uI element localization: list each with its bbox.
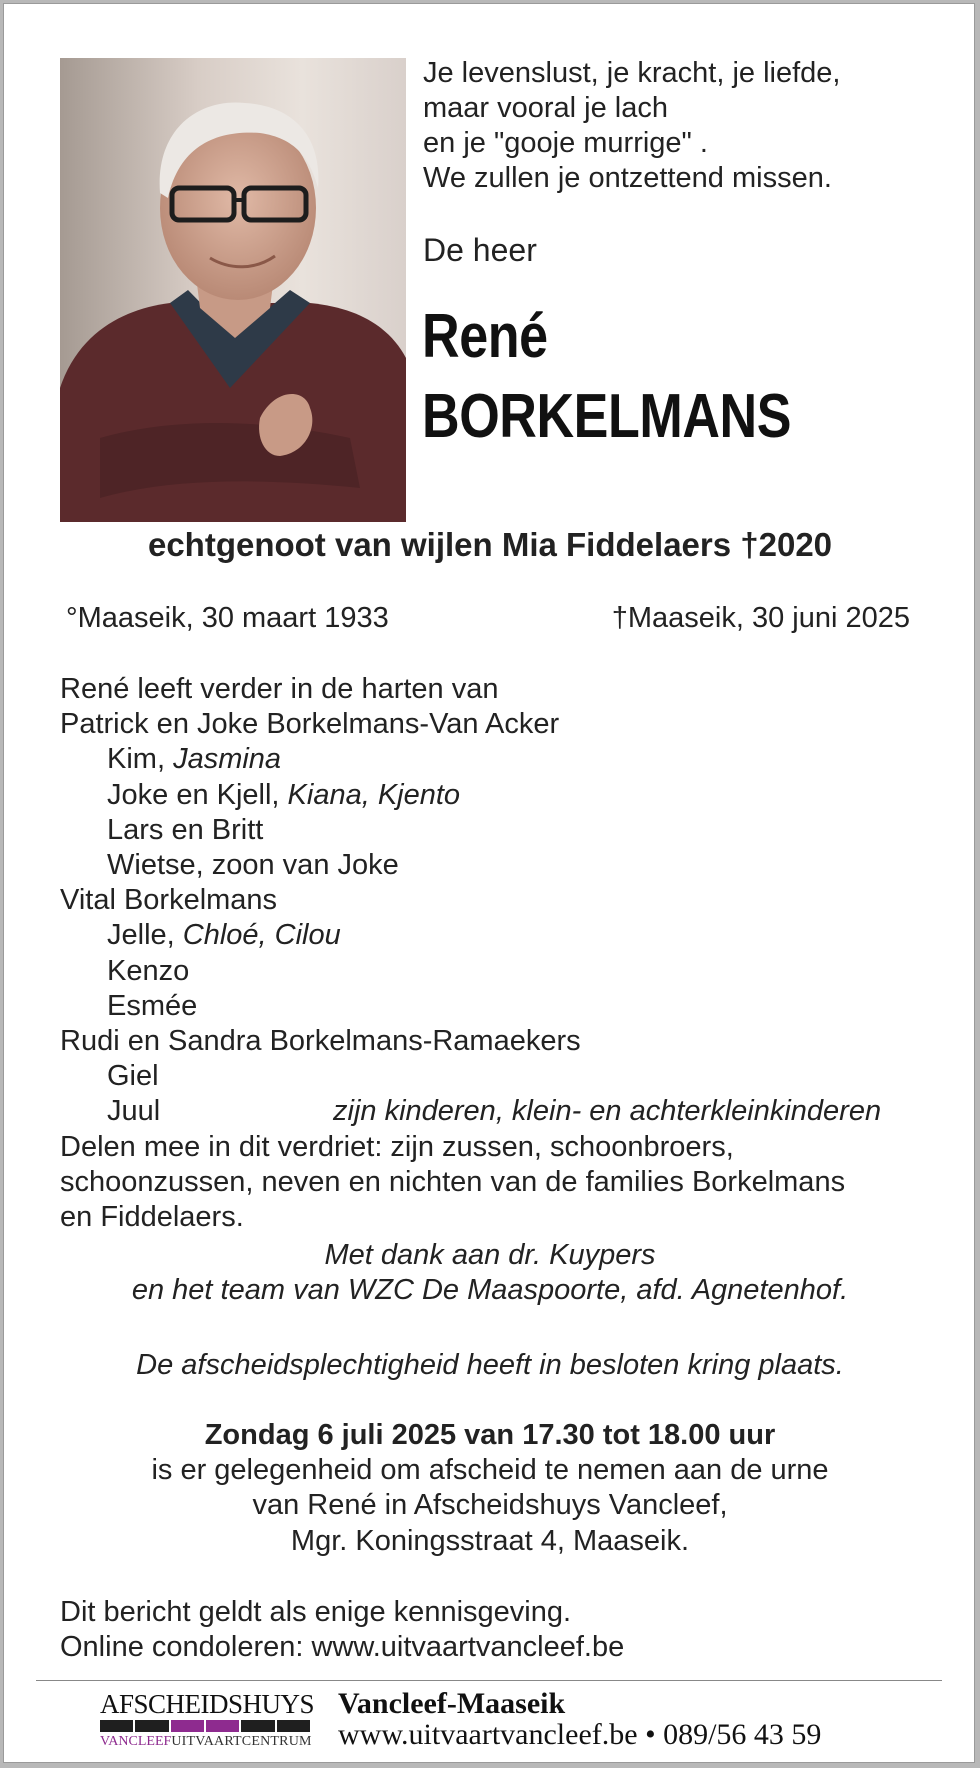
family-line — [60, 742, 845, 777]
family-line: Esmée — [107, 989, 198, 1022]
spouse-line: echtgenoot van wijlen Mia Fiddelaers †2020 — [147, 526, 833, 563]
obituary-card — [3, 3, 975, 1763]
viewing-info — [4, 1418, 975, 1559]
funeral-home-contact: www.uitvaartvancleef.be • 089/56 43 59 — [338, 1718, 822, 1751]
family-name: Joke en Kjell, — [107, 778, 288, 811]
family-child: Kiana, Kjento — [287, 778, 461, 811]
poem-line: We zullen je ontzettend missen. — [423, 162, 832, 194]
notice-line: Dit bericht geldt als enige kennisgeving. — [60, 1596, 572, 1628]
family-line: Vital Borkelmans — [60, 884, 278, 917]
last-name: BORKELMANS — [422, 382, 792, 451]
notice — [60, 1595, 624, 1665]
logo-subtitle — [100, 1734, 310, 1750]
family-name: Jelle, — [107, 919, 183, 952]
viewing-line: van René in Afscheidshuys Vancleef, — [252, 1489, 728, 1522]
logo-sub-left: VANCLEEF — [100, 1734, 172, 1749]
family-line — [60, 1094, 882, 1129]
family-line: Lars en Britt — [107, 813, 264, 846]
family-line: Kenzo — [107, 954, 190, 987]
notice-line: Online condoleren: www.uitvaartvancleef.be — [60, 1631, 625, 1664]
share-line: Delen mee in dit verdriet: zijn zussen, schoonbroers, — [60, 1130, 734, 1163]
family-child: Chloé, Cilou — [182, 919, 341, 952]
salutation: De heer — [423, 232, 537, 268]
viewing-line: Mgr. Koningsstraat 4, Maaseik. — [290, 1524, 690, 1557]
thanks-line: en het team van WZC De Maaspoorte, afd. Agnetenhof. — [131, 1274, 849, 1307]
viewing-date: Zondag 6 juli 2025 van 17.30 tot 18.00 uur — [204, 1419, 776, 1451]
family-name: Kim, — [107, 743, 174, 776]
funeral-home-name: Vancleef-Maaseik — [338, 1687, 566, 1720]
birth-info: °Maaseik, 30 maart 1933 — [66, 602, 389, 634]
family-list — [60, 672, 882, 1235]
family-line: Patrick en Joke Borkelmans-Van Acker — [60, 708, 560, 741]
death-info: †Maaseik, 30 juni 2025 — [611, 602, 910, 634]
logo-bar — [100, 1720, 310, 1732]
poem-line: en je "gooje murrige" . — [423, 127, 708, 159]
funeral-home-logo — [100, 1689, 315, 1750]
family-name: Juul — [107, 1095, 161, 1128]
logo-sub-right: UITVAARTCENTRUM — [171, 1734, 312, 1749]
share-line: schoonzussen, neven en nichten van de families Borkelmans — [60, 1165, 846, 1198]
poem-line: Je levenslust, je kracht, je liefde, — [423, 57, 841, 89]
ceremony-note: De afscheidsplechtigheid heeft in besloten kring plaats. — [136, 1349, 844, 1381]
portrait-photo — [60, 58, 406, 522]
poem-line: maar vooral je lach — [423, 92, 668, 124]
family-line — [60, 778, 845, 813]
viewing-line: is er gelegenheid om afscheid te nemen aan de urne — [151, 1454, 829, 1487]
family-line — [60, 918, 845, 953]
footer-divider — [36, 1680, 942, 1681]
share-line: en Fiddelaers. — [60, 1201, 244, 1234]
family-intro: René leeft verder in de harten van — [60, 673, 499, 705]
poem — [423, 56, 840, 196]
logo-title: AFSCHEIDSHUYS — [100, 1689, 315, 1719]
relation-label: zijn kinderen, klein- en achterkleinkinderen — [333, 1095, 882, 1128]
family-line: Wietse, zoon van Joke — [107, 849, 399, 882]
thanks-line: Met dank aan dr. Kuypers — [324, 1239, 656, 1271]
family-line: Rudi en Sandra Borkelmans-Ramaekers — [60, 1025, 581, 1058]
first-name: René — [422, 302, 548, 371]
thanks — [4, 1238, 975, 1308]
family-line: Giel — [107, 1060, 159, 1093]
family-child: Jasmina — [173, 743, 282, 776]
